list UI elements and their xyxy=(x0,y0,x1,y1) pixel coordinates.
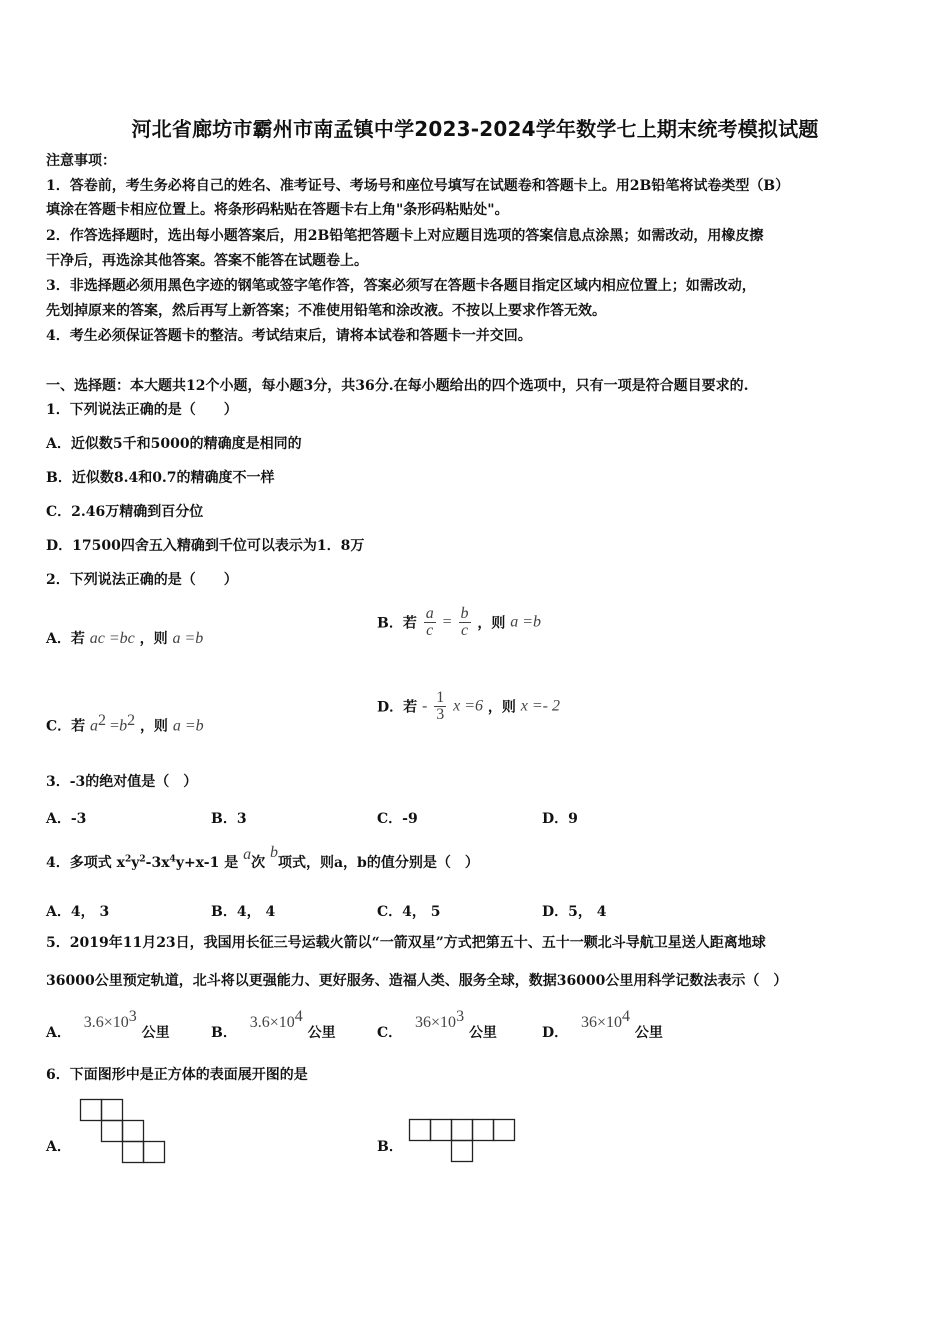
q1-option-a: A．近似数5千和5000的精确度是相同的 xyxy=(46,436,302,452)
q2-b-label: B．若 xyxy=(377,615,417,632)
q5-d-base: 36×10 xyxy=(581,1013,623,1031)
q5-b-exp: 4 xyxy=(294,1008,303,1025)
q3-option-a: A．-3 xyxy=(46,811,87,827)
q2-b-then: ，则 xyxy=(477,615,506,632)
q2-d-result: x =- 2 xyxy=(520,697,560,715)
q5-a-unit: 公里 xyxy=(141,1024,170,1041)
q5-a-base: 3.6×10 xyxy=(83,1013,129,1031)
q3-option-b: B．3 xyxy=(211,811,247,827)
q4-ci: 次 xyxy=(251,855,266,871)
section-heading: 一、选择题：本大题共12个小题，每小题3分，共36分.在每小题给出的四个选项中，只有一项是符合题目要求的. xyxy=(46,378,749,394)
q5-a-label: A． xyxy=(46,1024,71,1041)
q2-d-label: D．若 xyxy=(377,699,418,716)
notice-line-3: 2．作答选择题时，选出每小题答案后，用2B铅笔把答题卡上对应题目选项的答案信息点涂黑；如需改动，用橡皮擦 xyxy=(46,228,764,244)
q2-d-negative: - xyxy=(422,697,428,715)
q3-option-d: D．9 xyxy=(542,811,578,827)
q2-b-den2: c xyxy=(460,622,469,639)
q2-stem: 2．下列说法正确的是（ ） xyxy=(46,572,238,588)
q2-c-label: C．若 xyxy=(46,718,86,735)
q4-var-a: a xyxy=(243,846,252,863)
q5-a-exp: 3 xyxy=(128,1008,137,1025)
q2-c-eq: = xyxy=(106,717,120,735)
q2-d-fraction xyxy=(434,690,446,723)
net-b-square-6 xyxy=(452,1141,473,1162)
q6-option-a-net-figure xyxy=(80,1099,170,1165)
q5-c-label: C． xyxy=(377,1024,403,1041)
q5-line-1: 5．2019年11月23日，我国用长征三号运载火箭以“一箭双星”方式把第五十、五十一颗北斗导航卫星送人距离地球 xyxy=(46,935,766,951)
q4-exp-2: 2 xyxy=(139,854,146,865)
q6-stem: 6．下面图形中是正方体的表面展开图的是 xyxy=(46,1067,308,1083)
q2-option-d xyxy=(377,690,560,723)
q5-option-b xyxy=(211,1008,336,1041)
q2-option-c xyxy=(46,712,204,736)
q4-var-b: b xyxy=(269,844,278,861)
q2-a-result: a =b xyxy=(172,630,204,647)
notice-line-2: 填涂在答题卡相应位置上。将条形码粘贴在答题卡右上角"条形码粘贴处"。 xyxy=(46,202,509,218)
net-a-square-5 xyxy=(123,1142,144,1163)
notice-line-4: 干净后，再选涂其他答案。答案不能答在试题卷上。 xyxy=(46,253,368,269)
q1-stem: 1．下列说法正确的是（ ） xyxy=(46,402,238,418)
net-b-square-5 xyxy=(494,1120,515,1141)
q5-option-a xyxy=(46,1008,170,1041)
q4-option-d: D．5， 4 xyxy=(542,904,607,920)
q2-b-fraction-1 xyxy=(424,606,436,639)
q6-option-b-label: B． xyxy=(377,1139,403,1155)
q5-option-c xyxy=(377,1008,497,1041)
q2-a-then: ，则 xyxy=(139,631,168,647)
q5-line-2: 36000公里预定轨道，北斗将以更强能力、更好服务、造福人类、服务全球，数据36000公里用科学记数法表示（ ） xyxy=(46,973,788,989)
q2-c-result: a =b xyxy=(172,717,204,735)
q2-b-num2: b xyxy=(460,605,469,622)
net-b-square-3 xyxy=(452,1120,473,1141)
q2-d-equation: x =6 xyxy=(453,697,483,715)
q1-option-b: B．近似数8.4和0.7的精确度不一样 xyxy=(46,470,275,486)
q4-option-b: B．4， 4 xyxy=(211,904,276,920)
q1-option-c: C．2.46万精确到百分位 xyxy=(46,504,204,520)
q5-c-base: 36×10 xyxy=(415,1013,457,1031)
q2-c-then: ，则 xyxy=(139,718,168,735)
notice-heading: 注意事项： xyxy=(46,153,116,169)
q2-a-condition: ac =bc xyxy=(89,630,135,647)
q2-c-exp1: 2 xyxy=(98,712,107,729)
q5-d-unit: 公里 xyxy=(634,1024,663,1041)
net-a-square-4 xyxy=(123,1121,144,1142)
q2-d-then: ，则 xyxy=(487,699,516,716)
q4-tail: y+x-1 是 xyxy=(175,855,239,871)
q5-c-exp: 3 xyxy=(456,1008,465,1025)
q4-mid: -3x xyxy=(145,855,170,871)
q2-b-fraction-2 xyxy=(459,606,471,639)
q3-stem: 3．-3的绝对值是（ ） xyxy=(46,774,198,790)
net-a-square-2 xyxy=(102,1100,123,1121)
q6-option-a-label: A． xyxy=(46,1139,71,1155)
q4-exp-1: 2 xyxy=(124,854,132,865)
q2-option-b xyxy=(377,606,541,639)
notice-line-5: 3．非选择题必须用黑色字迹的钢笔或签字笔作答，答案必须写在答题卡各题目指定区域内相应位置上；如需改动， xyxy=(46,278,756,294)
q2-a-label: A．若 xyxy=(46,631,85,647)
net-b-square-2 xyxy=(431,1120,452,1141)
q3-option-c: C．-9 xyxy=(377,811,418,827)
q5-b-label: B． xyxy=(211,1024,237,1041)
net-a-square-6 xyxy=(144,1142,165,1163)
q4-y: y xyxy=(131,855,140,871)
notice-line-1: 1．答卷前，考生务必将自己的姓名、准考证号、考场号和座位号填写在试题卷和答题卡上。用2B铅笔将试卷类型（B） xyxy=(46,178,790,194)
q4-stem xyxy=(46,844,479,872)
q2-c-b: b xyxy=(119,717,128,735)
net-a-square-3 xyxy=(102,1121,123,1142)
q2-b-result: a =b xyxy=(510,613,542,631)
q4-option-a: A．4， 3 xyxy=(46,904,110,920)
q2-c-a: a xyxy=(90,717,99,735)
q2-c-exp2: 2 xyxy=(127,712,136,729)
q4-exp-3: 4 xyxy=(169,854,176,865)
net-b-square-1 xyxy=(410,1120,431,1141)
q2-b-equals: = xyxy=(442,613,452,631)
notice-line-7: 4．考生必须保证答题卡的整洁。考试结束后，请将本试卷和答题卡一并交回。 xyxy=(46,328,532,344)
q2-option-a xyxy=(46,628,203,648)
q2-d-den: 3 xyxy=(436,706,445,723)
q5-d-label: D． xyxy=(542,1024,569,1041)
net-b-square-4 xyxy=(473,1120,494,1141)
q1-option-d: D．17500四舍五入精确到千位可以表示为1．8万 xyxy=(46,538,365,554)
q5-option-d xyxy=(542,1008,663,1041)
q2-d-num: 1 xyxy=(436,689,445,706)
q2-b-num1: a xyxy=(425,605,434,622)
q4-option-c: C．4， 5 xyxy=(377,904,441,920)
net-a-square-1 xyxy=(81,1100,102,1121)
q6-option-b-net-figure xyxy=(409,1119,521,1164)
page-title: 河北省廊坊市霸州市南孟镇中学2023-2024学年数学七上期末统考模拟试题 xyxy=(131,117,819,141)
q5-b-base: 3.6×10 xyxy=(249,1013,295,1031)
q5-c-unit: 公里 xyxy=(468,1024,497,1041)
notice-line-6: 先划掉原来的答案，然后再写上新答案；不准使用铅笔和涂改液。不按以上要求作答无效。 xyxy=(46,303,606,319)
q2-b-den1: c xyxy=(426,622,434,639)
q5-b-unit: 公里 xyxy=(307,1024,336,1041)
q5-d-exp: 4 xyxy=(622,1008,631,1025)
q4-stem-pre: 4．多项式 x xyxy=(46,855,125,871)
q4-stem-post: 项式，则a，b的值分别是（ ） xyxy=(277,855,479,871)
